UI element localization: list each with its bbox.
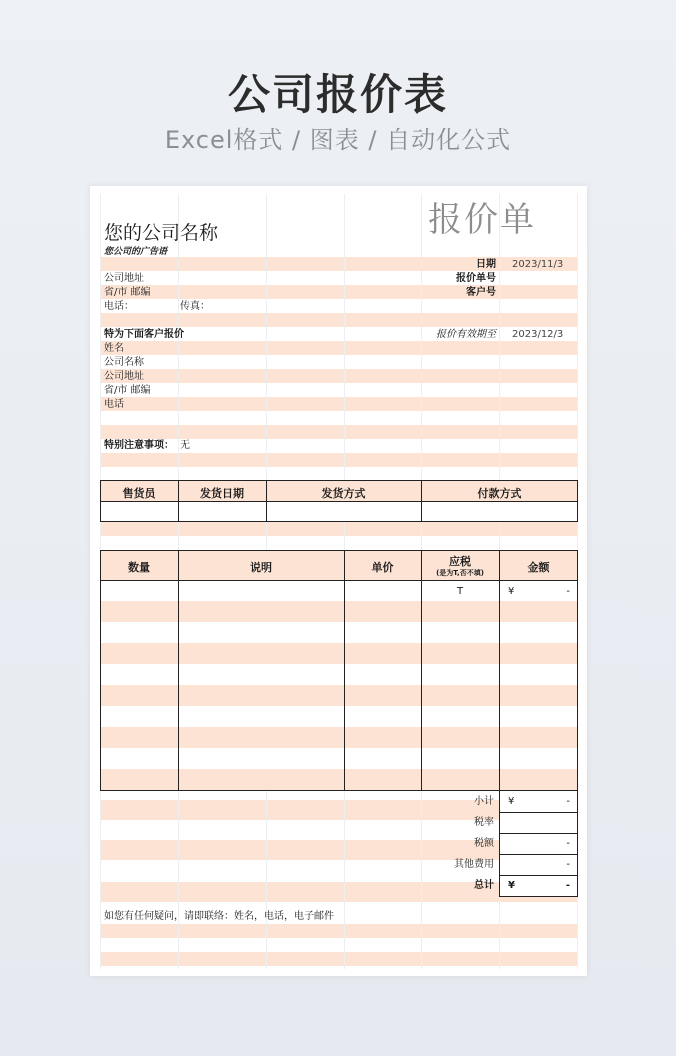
stripe-row bbox=[100, 924, 578, 938]
hero-subtitle: Excel格式 / 图表 / 自动化公式 bbox=[164, 126, 512, 154]
company-name: 您的公司名称 bbox=[104, 222, 219, 244]
valid-until-label: 报价有效期至 bbox=[436, 329, 496, 340]
customer-no-label: 客户号 bbox=[466, 287, 496, 298]
stripe-row bbox=[100, 257, 578, 271]
customer-address: 公司地址 bbox=[104, 371, 144, 382]
stripe-row bbox=[100, 285, 578, 299]
stripe-row bbox=[100, 952, 578, 966]
items-header-price: 单价 bbox=[371, 561, 394, 574]
total-value: - bbox=[565, 880, 570, 891]
customer-name: 姓名 bbox=[104, 343, 124, 354]
hero-title: 公司报价表 bbox=[227, 70, 448, 119]
items-header-amount: 金额 bbox=[527, 561, 550, 574]
company-fax-label: 传真： bbox=[180, 301, 210, 312]
tax-rate-label: 税率 bbox=[474, 817, 494, 828]
table-line bbox=[577, 791, 578, 896]
table-line bbox=[499, 854, 578, 855]
table-line bbox=[499, 875, 578, 876]
stripe-row bbox=[100, 453, 578, 467]
company-province-zip: 省/市 邮编 bbox=[104, 287, 151, 298]
stripe-row bbox=[100, 397, 578, 411]
stripe-row bbox=[100, 313, 578, 327]
notes-value: 无 bbox=[180, 440, 190, 451]
table-line bbox=[100, 580, 578, 581]
table-line bbox=[100, 501, 578, 502]
customer-province-zip: 省/市 邮编 bbox=[104, 385, 151, 396]
company-slogan: 您公司的广告语 bbox=[104, 247, 168, 257]
tax-amount-value: - bbox=[566, 838, 570, 849]
stripe-row bbox=[100, 341, 578, 355]
table-line bbox=[344, 550, 345, 791]
customer-phone: 电话 bbox=[104, 399, 124, 410]
sales-header-ship-date: 发货日期 bbox=[200, 487, 244, 500]
other-fees-label: 其他费用 bbox=[454, 859, 494, 870]
subtotal-value: - bbox=[566, 796, 570, 807]
company-address: 公司地址 bbox=[104, 273, 144, 284]
subtotal-currency: ¥ bbox=[508, 796, 515, 807]
quote-title: 报价单 bbox=[428, 200, 536, 240]
total-currency: ¥ bbox=[508, 880, 515, 891]
stripe-row bbox=[100, 522, 578, 536]
notes-label: 特别注意事项： bbox=[104, 440, 174, 451]
sales-header-payment: 付款方式 bbox=[477, 487, 522, 500]
sales-header-ship-method: 发货方式 bbox=[321, 487, 366, 500]
item-row-taxable[interactable]: T bbox=[456, 586, 464, 597]
valid-until-value[interactable]: 2023/12/3 bbox=[512, 329, 564, 340]
subtotal-label: 小计 bbox=[474, 796, 494, 807]
item-row-amount: - bbox=[566, 586, 570, 597]
items-taxable-note: (是为T,否不填) bbox=[436, 569, 484, 577]
items-header-taxable: 应税 bbox=[449, 555, 471, 568]
table-line bbox=[499, 896, 578, 897]
other-fees-value: - bbox=[566, 859, 570, 870]
tax-amount-label: 税额 bbox=[474, 838, 494, 849]
table-line bbox=[499, 791, 500, 896]
table-line bbox=[178, 550, 179, 791]
date-label: 日期 bbox=[476, 259, 496, 270]
stripe-row bbox=[100, 425, 578, 439]
items-header-qty: 数量 bbox=[128, 561, 150, 574]
customer-heading: 特为下面客户报价 bbox=[104, 329, 184, 340]
sales-header-salesperson: 售货员 bbox=[122, 487, 156, 500]
company-phone-label: 电话： bbox=[104, 301, 134, 312]
stripe-row bbox=[100, 369, 578, 383]
table-line bbox=[499, 833, 578, 834]
items-table bbox=[100, 550, 578, 791]
item-row-currency: ¥ bbox=[508, 586, 515, 597]
total-label: 总计 bbox=[474, 880, 494, 891]
quote-no-label: 报价单号 bbox=[456, 273, 496, 284]
items-header-desc: 说明 bbox=[250, 561, 272, 574]
table-line bbox=[499, 812, 578, 813]
customer-company: 公司名称 bbox=[104, 357, 144, 368]
table-line bbox=[499, 550, 500, 791]
spreadsheet-grid bbox=[100, 194, 578, 969]
quote-sheet bbox=[90, 186, 587, 976]
date-value[interactable]: 2023/11/3 bbox=[512, 259, 564, 270]
footer-contact: 如您有任何疑问，请即联络：姓名，电话，电子邮件 bbox=[104, 911, 334, 922]
